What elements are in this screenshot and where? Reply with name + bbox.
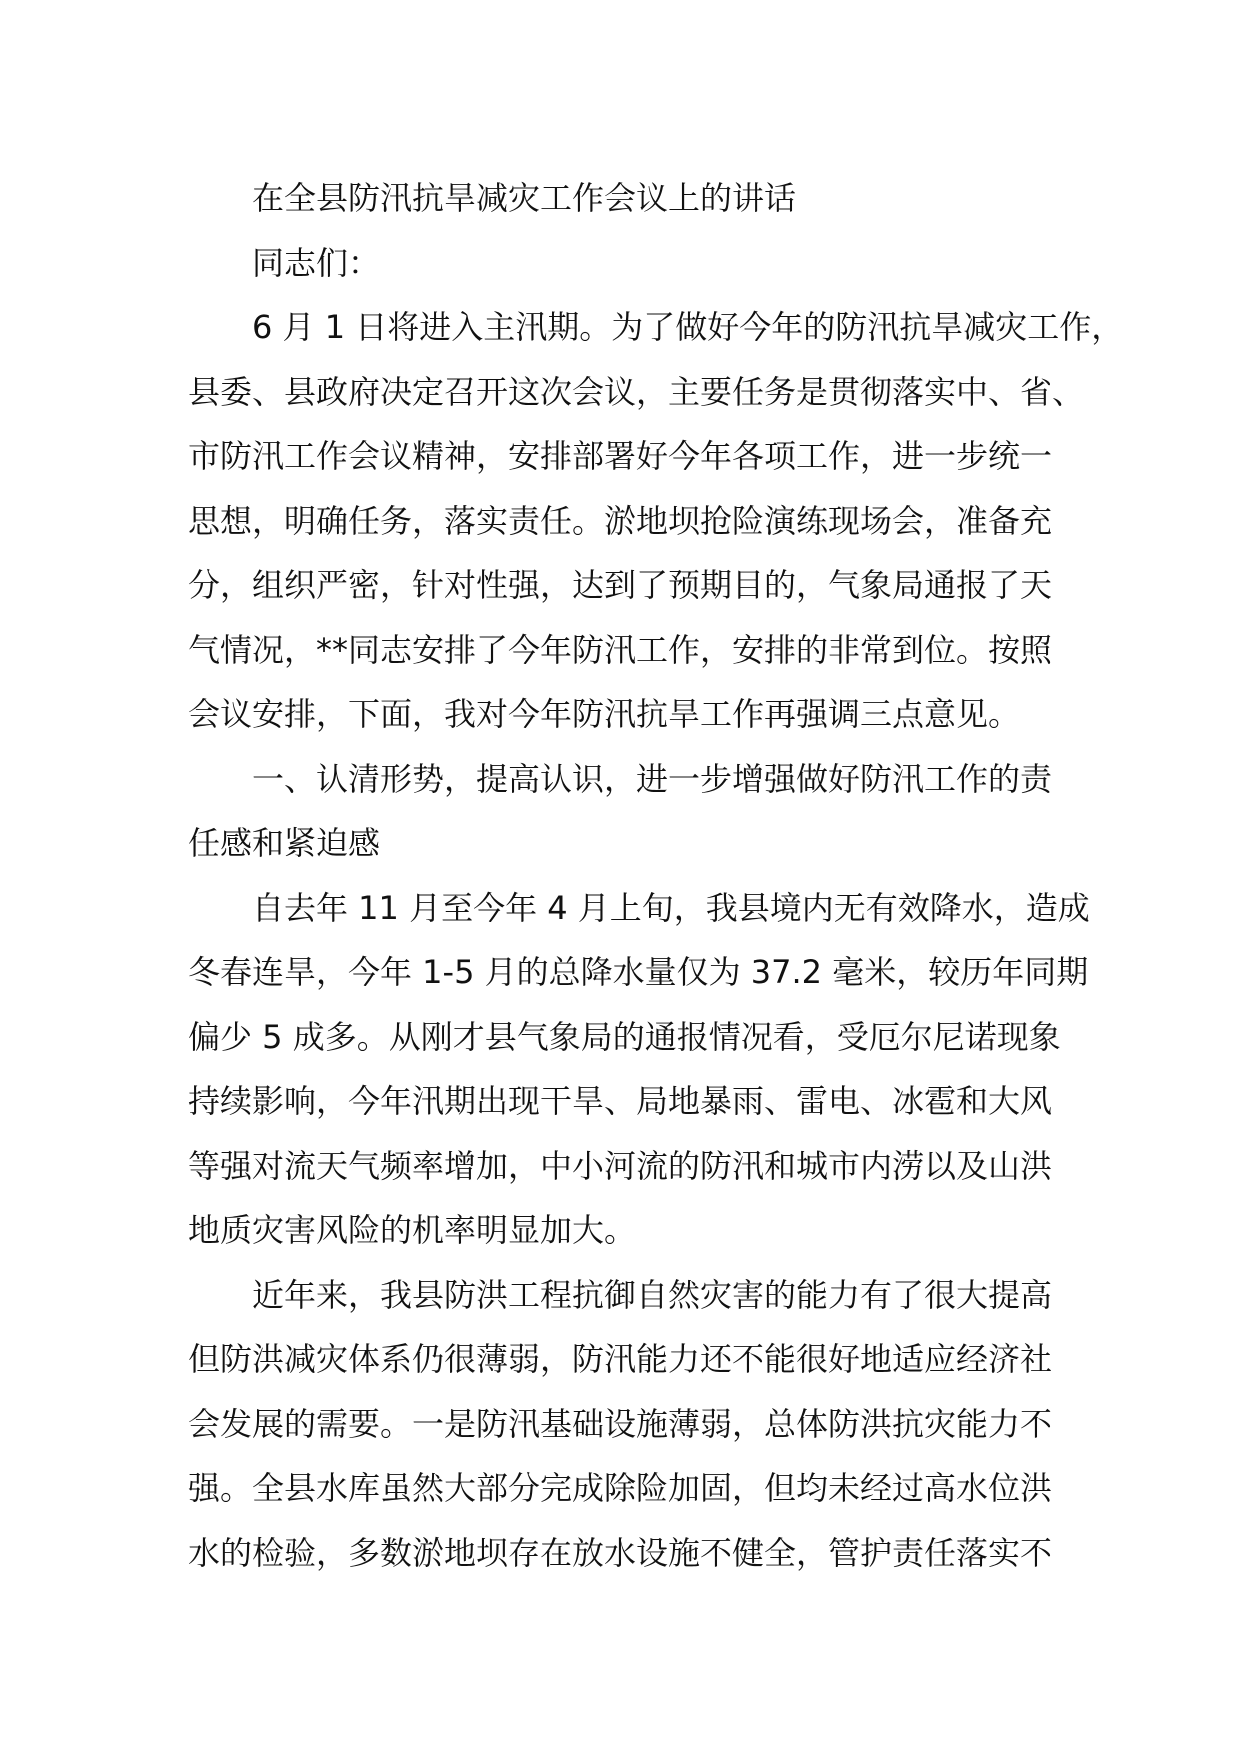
paragraph-line: 会发展的需要。一是防汛基础设施薄弱，总体防洪抗灾能力不 xyxy=(188,1404,1053,1443)
paragraph-line: 冬春连旱，今年 1-5 月的总降水量仅为 37.2 毫米，较历年同期 xyxy=(188,953,1089,991)
heading-line: 任感和紧迫感 xyxy=(188,824,381,862)
heading-line: 一、认清形势，提高认识，进一步增强做好防汛工作的责 xyxy=(252,759,1053,798)
paragraph-line: 6 月 1 日将进入主汛期。为了做好今年的防汛抗旱减灾工作， xyxy=(252,308,1124,346)
paragraph-line: 县委、县政府决定召开这次会议，主要任务是贯彻落实中、省、 xyxy=(188,372,1085,411)
document-title: 在全县防汛抗旱减灾工作会议上的讲话 xyxy=(252,179,797,217)
paragraph-intro xyxy=(188,295,1124,747)
paragraph-line: 气情况，**同志安排了今年防汛工作，安排的非常到位。按照 xyxy=(188,630,1053,669)
paragraph-line: 市防汛工作会议精神，安排部署好今年各项工作，进一步统一 xyxy=(188,437,1053,475)
section-heading-1 xyxy=(188,747,1068,876)
paragraph-line: 强。全县水库虽然大部分完成除险加固，但均未经过高水位洪 xyxy=(188,1469,1053,1507)
paragraph-line: 地质灾害风险的机率明显加大。 xyxy=(188,1211,637,1249)
paragraph-line: 近年来，我县防洪工程抗御自然灾害的能力有了很大提高 xyxy=(252,1275,1053,1314)
salutation: 同志们： xyxy=(252,243,381,282)
paragraph-line: 偏少 5 成多。从刚才县气象局的通报情况看，受厄尔尼诺现象 xyxy=(188,1017,1061,1056)
paragraph-line: 分，组织严密，针对性强，达到了预期目的，气象局通报了天 xyxy=(188,566,1053,604)
paragraph-line: 思想，明确任务，落实责任。淤地坝抢险演练现场会，准备充 xyxy=(188,501,1053,540)
paragraph-line: 但防洪减灾体系仍很薄弱，防汛能力还不能很好地适应经济社 xyxy=(188,1340,1053,1378)
paragraph-line: 会议安排，下面，我对今年防汛抗旱工作再强调三点意见。 xyxy=(188,695,1021,733)
paragraph-line: 自去年 11 月至今年 4 月上旬，我县境内无有效降水，造成 xyxy=(252,888,1090,927)
paragraph-infrastructure xyxy=(188,1263,1068,1586)
document-body xyxy=(188,166,1124,1585)
paragraph-line: 等强对流天气频率增加，中小河流的防汛和城市内涝以及山洪 xyxy=(188,1146,1053,1185)
paragraph-line: 水的检验，多数淤地坝存在放水设施不健全，管护责任落实不 xyxy=(188,1533,1053,1572)
paragraph-line: 持续影响，今年汛期出现干旱、局地暴雨、雷电、冰雹和大风 xyxy=(188,1082,1053,1120)
paragraph-weather xyxy=(188,876,1090,1263)
